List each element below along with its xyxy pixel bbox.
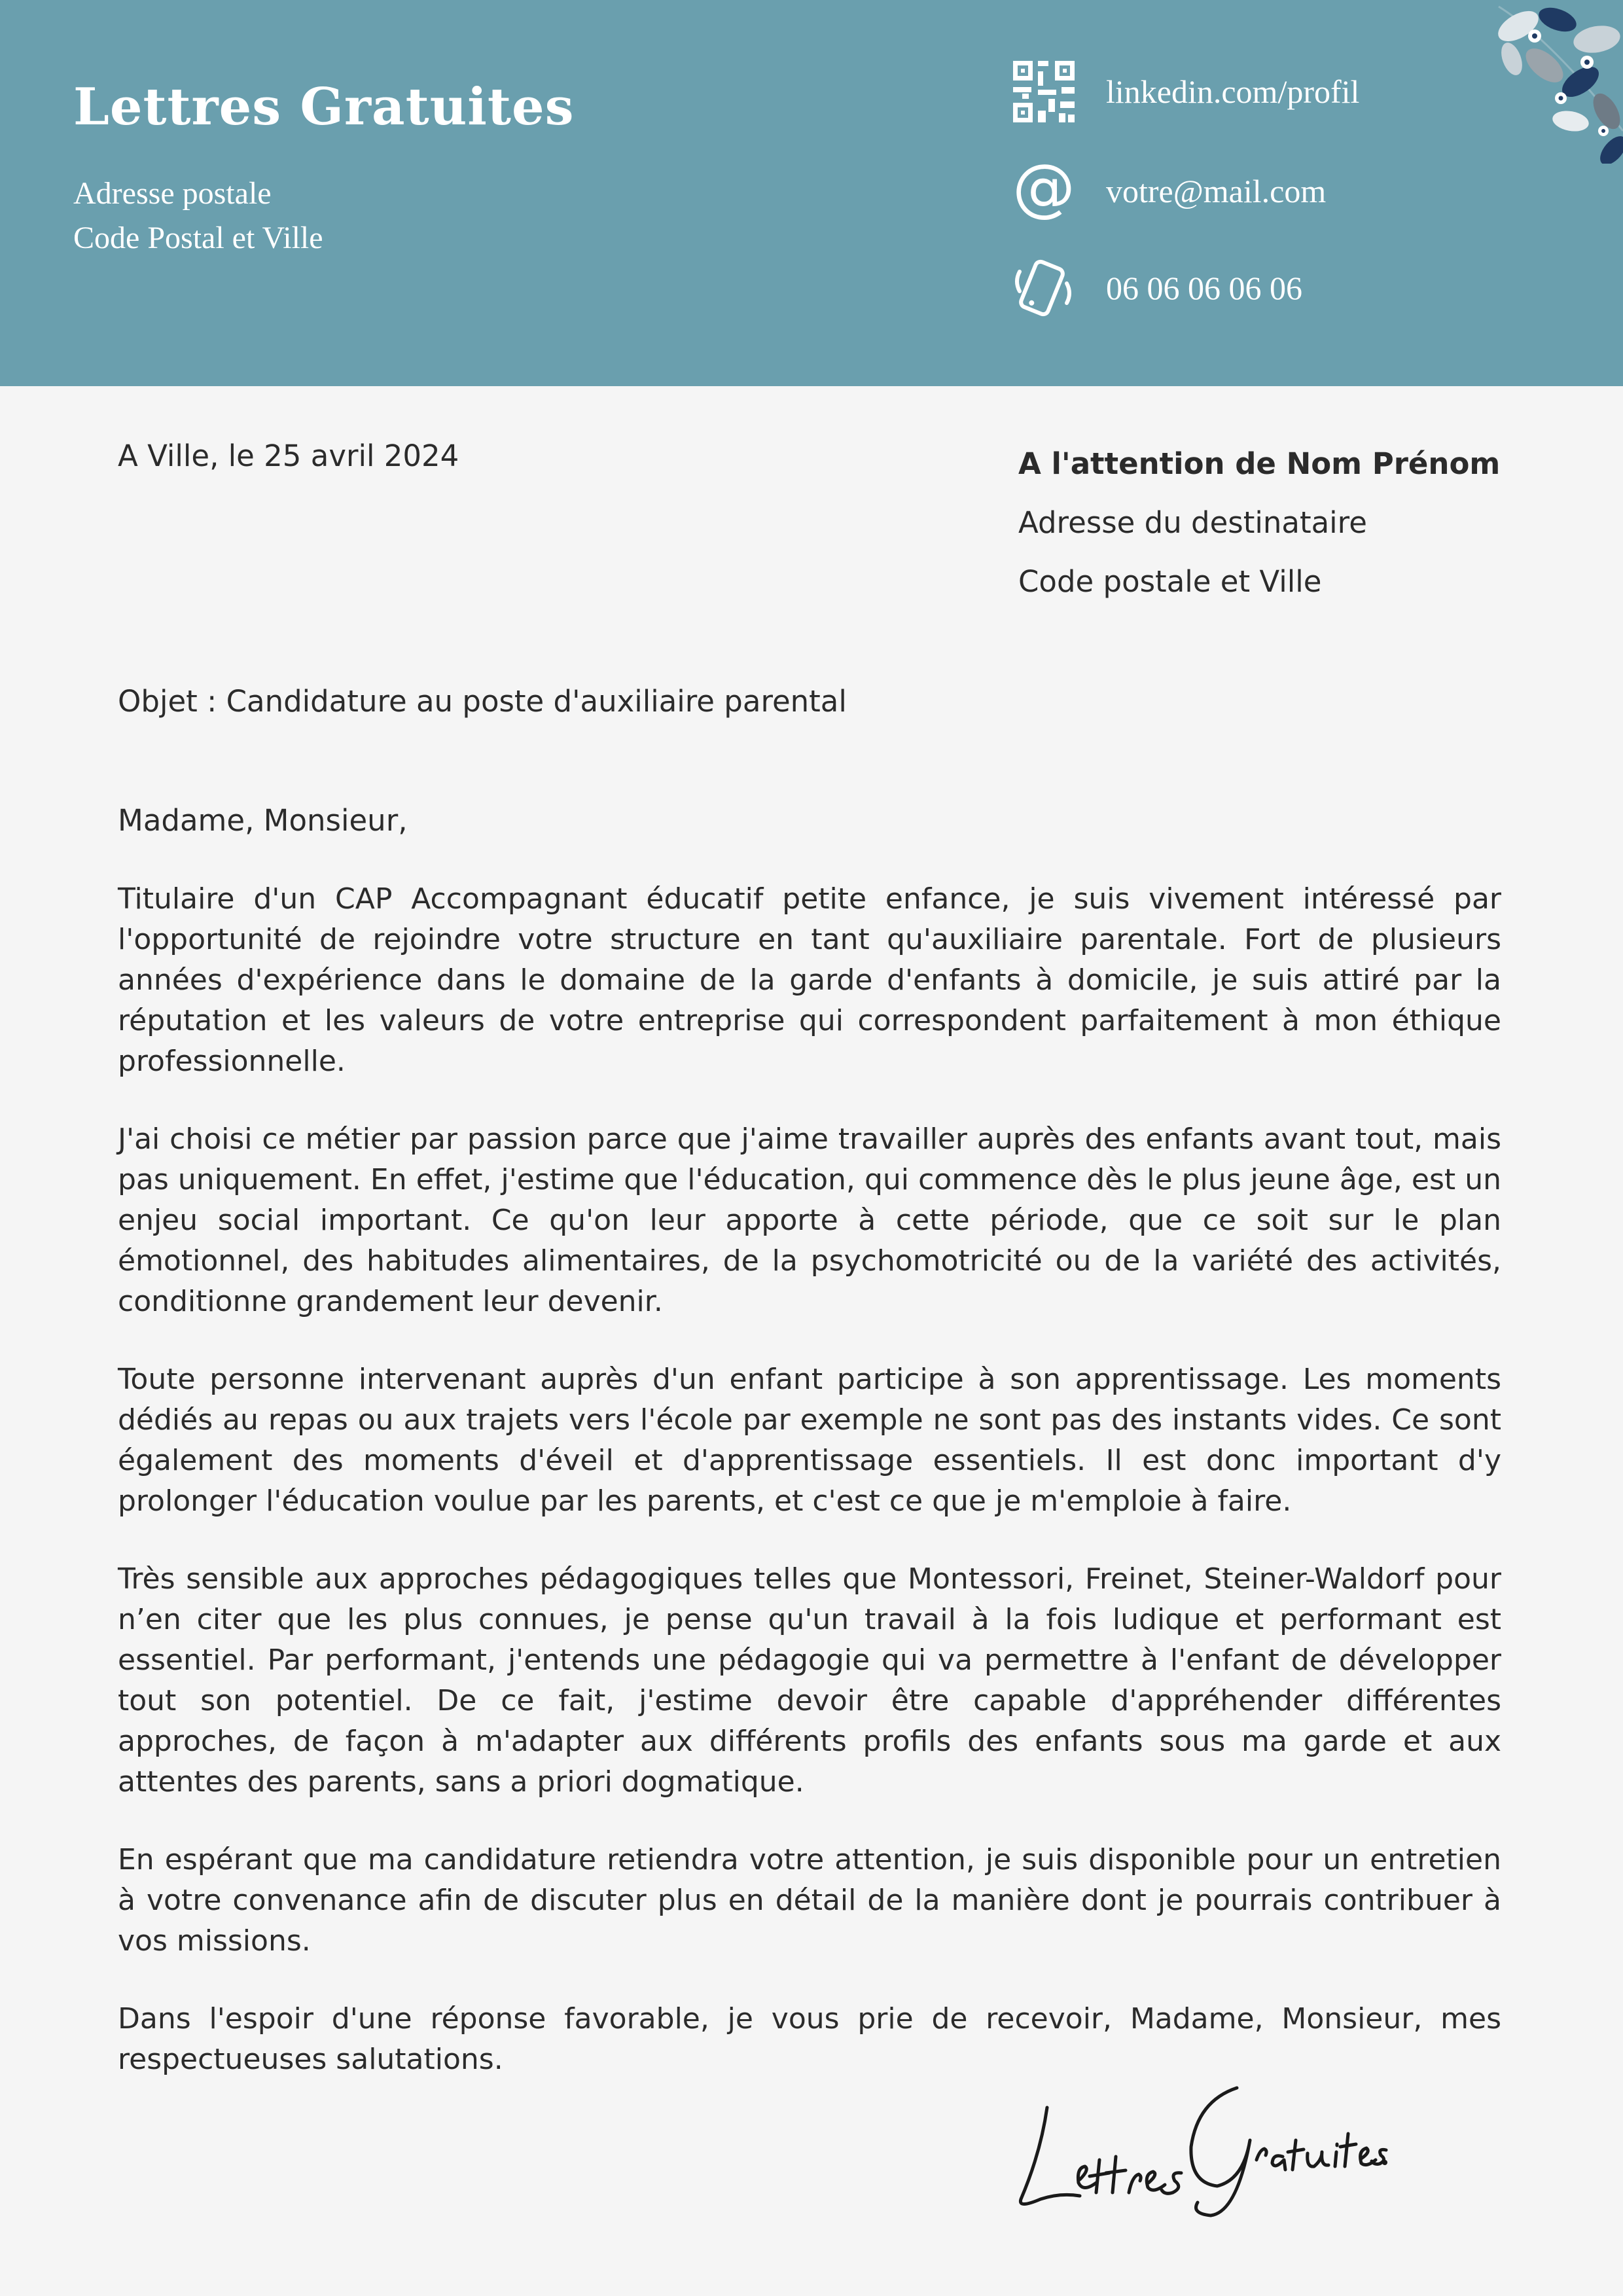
floral-decoration [1472,0,1623,164]
svg-text:@: @ [1012,155,1075,224]
body-paragraph: En espérant que ma candidature retiendra votre attention, je suis disponible pour un entretien à votre convenance afin de discuter plus en détail de la manière dont je pourrais contribuer à vos missions. [118,1843,1501,1958]
phone-icon [1008,252,1080,324]
sender-name: Lettres Gratuites [73,77,575,137]
recipient-city: Code postale et Ville [1018,564,1322,599]
at-sign-icon [1008,155,1080,227]
phone-text: 06 06 06 06 06 [1106,270,1302,306]
body-paragraph: Dans l'espoir d'une réponse favorable, je vous prie de recevoir, Madame, Monsieur, mes respectueuses salutations. [118,2002,1501,2076]
qr-code-icon [1008,56,1080,128]
letter-salutation: Madame, Monsieur, [118,803,408,838]
email-text: votre@mail.com [1106,173,1327,209]
letter-header [0,0,1623,386]
contact-phone [1008,252,1466,324]
body-paragraph: J'ai choisi ce métier par passion parce que j'aime travailler auprès des enfants avant tout, mais pas uniquement. En effet, j'estime que l'éducation, qui commence dès le plus jeune âge, est un enjeu social important. Ce qu'on leur apporte à cette période, que ce soit sur le plan émotionnel, des habitudes alimentaires, de la psychomotricité ou de la variété des activités, conditionne grandement leur devenir. [118,1122,1501,1318]
letter-date: A Ville, le 25 avril 2024 [118,439,459,473]
sender-address [73,171,323,260]
recipient-block [1018,435,1500,611]
recipient-name: A l'attention de Nom Prénom [1018,446,1501,481]
contact-email [1008,155,1466,227]
body-paragraph: Titulaire d'un CAP Accompagnant éducatif petite enfance, je suis vivement intéressé par l'opportunité de rejoindre votre structure en tant qu'auxiliaire parentale. Fort de plusieurs années d'expérience dans le domaine de la garde d'enfants à domicile, je suis attiré par la réputation et les valeurs de votre entreprise qui correspondent parfaitement à mon éthique professionnelle. [118,882,1501,1078]
handwritten-signature [1001,2062,1394,2225]
recipient-address: Adresse du destinataire [1018,505,1367,540]
linkedin-text: linkedin.com/profil [1106,73,1360,110]
body-paragraph: Toute personne intervenant auprès d'un enfant participe à son apprentissage. Les moments dédiés au repas ou aux trajets vers l'école par exemple ne sont pas des instants vides. Ce sont également des moments d'éveil et d'apprentissage essentiels. Il est donc important d'y prolonger l'éducation voulue par les parents, et c'est ce que je m'emploie à faire. [118,1363,1501,1518]
contact-linkedin [1008,56,1466,128]
letter-body [118,879,1501,2117]
sender-address-line1: Adresse postale [73,176,272,211]
body-paragraph: Très sensible aux approches pédagogiques telles que Montessori, Freinet, Steiner-Waldorf pour n’en citer que les plus connues, je pense qu'un travail à la fois ludique et performant est essentiel. Par performant, j'entends une pédagogie qui va permettre à l'enfant de développer tout son potentiel. De ce fait, j'estime devoir être capable d'appréhender différentes approches, de façon à m'adapter aux différents profils des enfants sous ma garde et aux attentes des parents, sans a priori dogmatique. [118,1562,1501,1799]
sender-address-line2: Code Postal et Ville [73,221,323,255]
letter-subject: Objet : Candidature au poste d'auxiliaire parental [118,684,847,719]
